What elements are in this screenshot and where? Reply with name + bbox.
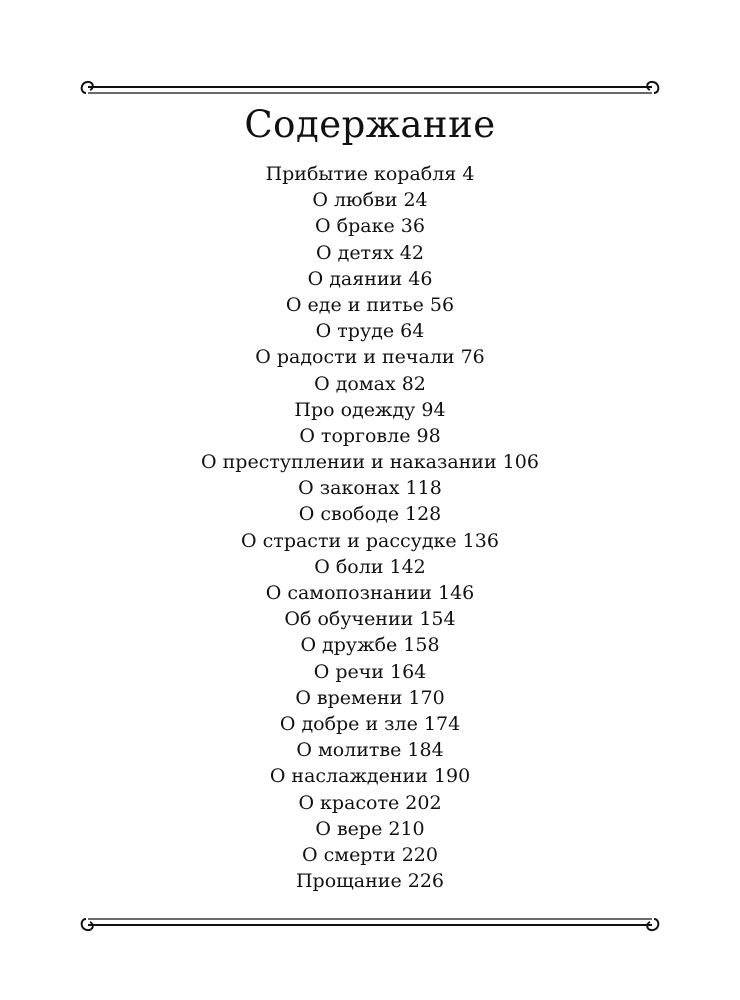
toc-entry: Прибытие корабля 4 xyxy=(265,163,475,185)
toc-entry: Об обучении 154 xyxy=(284,608,456,631)
top-ornamental-rule xyxy=(78,73,662,103)
toc-entry: Про одежду 94 xyxy=(294,398,446,421)
toc-entry: О свободе 128 xyxy=(298,503,442,526)
toc-entry: О боли 142 xyxy=(314,555,426,578)
bottom-ornamental-rule xyxy=(78,909,662,939)
toc-entry: О даянии 46 xyxy=(307,267,433,290)
toc-entry: О наслаждении 190 xyxy=(269,765,471,788)
ornament-border-icon xyxy=(78,73,662,103)
toc-entry: О времени 170 xyxy=(295,686,445,709)
toc-entry: О радости и печали 76 xyxy=(255,346,485,369)
toc-entry: О добре и зле 174 xyxy=(279,712,461,735)
toc-entry: О еде и питье 56 xyxy=(285,293,455,316)
toc-entry: О торговле 98 xyxy=(299,424,441,447)
toc-entry: О смерти 220 xyxy=(302,843,438,866)
toc-entry: О труде 64 xyxy=(315,320,425,343)
toc-entry: О детях 42 xyxy=(316,241,424,264)
ornament-border-icon xyxy=(78,909,662,939)
toc-entry: О преступлении и наказании 106 xyxy=(201,451,539,474)
toc-entry: О любви 24 xyxy=(312,189,428,212)
toc-entry: О дружбе 158 xyxy=(300,634,440,657)
toc-entry: О самопознании 146 xyxy=(265,582,475,604)
toc-entry: Прощание 226 xyxy=(295,870,445,893)
toc-entry: О страсти и рассудке 136 xyxy=(241,529,499,552)
toc-entry: О речи 164 xyxy=(313,660,427,683)
toc-entry: О браке 36 xyxy=(315,215,425,238)
toc-entry: О домах 82 xyxy=(314,372,426,395)
toc-entry: О молитве 184 xyxy=(296,739,444,762)
page-title: Содержание xyxy=(244,103,496,146)
toc-entry: О красоте 202 xyxy=(298,791,442,814)
toc-entry: О законах 118 xyxy=(298,477,442,500)
table-of-contents xyxy=(0,161,740,894)
toc-entry: О вере 210 xyxy=(315,817,425,840)
